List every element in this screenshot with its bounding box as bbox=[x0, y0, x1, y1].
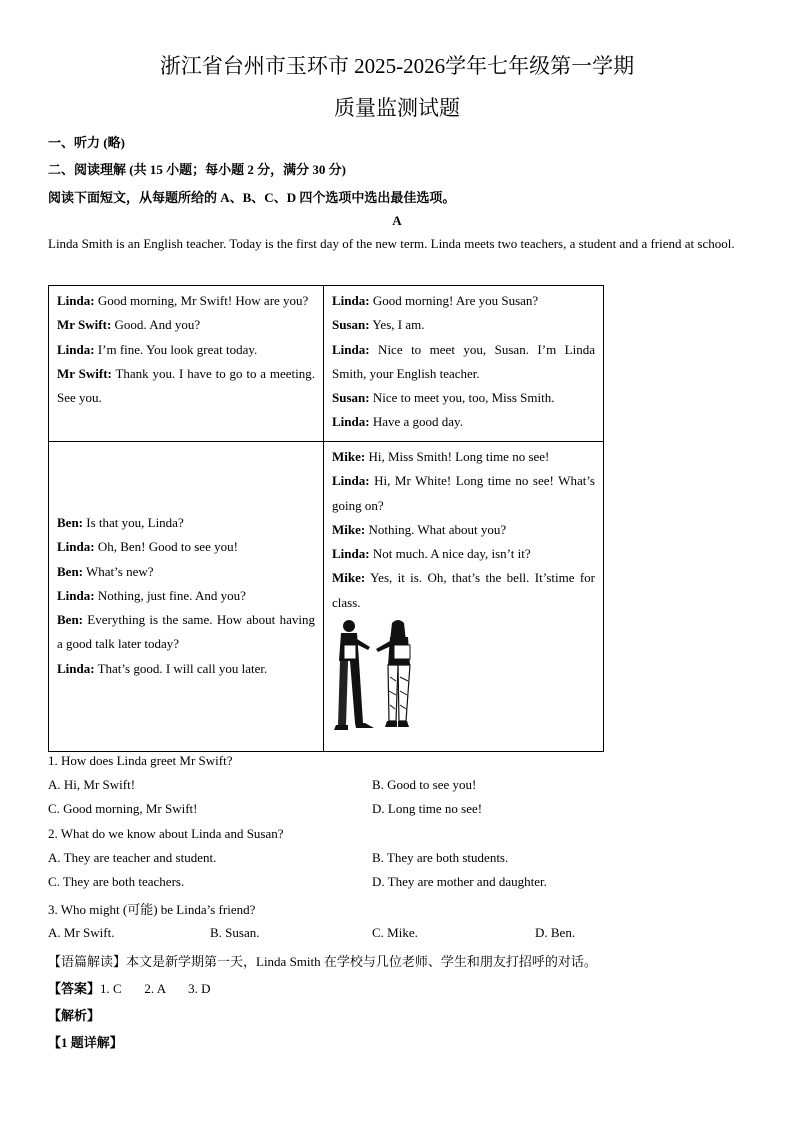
speech-text: Oh, Ben! Good to see you! bbox=[94, 539, 238, 555]
passage-label: A bbox=[392, 213, 402, 228]
speech-text: Nice to meet you, too, Miss Smith. bbox=[369, 390, 555, 406]
question-3-stem: 3. Who might (可能) be Linda’s friend? bbox=[48, 902, 256, 917]
dialogue-line bbox=[57, 289, 315, 313]
section-listening: 一、听力 (略) bbox=[48, 135, 125, 150]
speaker-name: Mike: bbox=[332, 521, 366, 537]
speaker-name: Mr Swift: bbox=[57, 365, 112, 381]
speaker-name: Linda: bbox=[57, 660, 95, 676]
dialogue-line bbox=[332, 289, 595, 313]
speech-text: Is that you, Linda? bbox=[83, 514, 184, 530]
dialogue-line bbox=[57, 362, 315, 411]
speaker-name: Linda: bbox=[57, 539, 95, 555]
dialogue-mike bbox=[332, 445, 595, 615]
question-1-option-b: B. Good to see you! bbox=[372, 777, 477, 792]
question-1-option-a: A. Hi, Mr Swift! bbox=[48, 777, 136, 792]
speech-text: Good. And you? bbox=[111, 317, 201, 333]
dialogue-line bbox=[332, 386, 595, 410]
answer-line bbox=[48, 978, 211, 997]
dialogue-line bbox=[57, 511, 315, 535]
speech-text: Hi, Miss Smith! Long time no see! bbox=[365, 449, 550, 464]
answer-label: 【答案】 bbox=[48, 981, 101, 996]
question-3-option-b: B. Susan. bbox=[210, 925, 260, 940]
dialogue-table bbox=[48, 285, 604, 752]
answer-values: 1. C 2. A 3. D bbox=[100, 981, 211, 996]
speaker-name: Susan: bbox=[332, 317, 370, 333]
dialogue-line bbox=[332, 542, 595, 566]
speech-text: Thank you. I have to go to a meeting. See you. bbox=[57, 365, 315, 406]
question-3-option-c: C. Mike. bbox=[372, 925, 418, 940]
question-1-option-d: D. Long time no see! bbox=[372, 801, 483, 816]
page-subtitle: 质量监测试题 bbox=[334, 96, 460, 120]
speaker-name: Linda: bbox=[332, 341, 370, 357]
speech-text: Have a good day. bbox=[369, 414, 463, 430]
question-2-option-b: B. They are both students. bbox=[372, 850, 509, 865]
question-1-option-c: C. Good morning, Mr Swift! bbox=[48, 801, 198, 816]
section-reading: 二、阅读理解 (共 15 小题；每小题 2 分，满分 30 分) bbox=[48, 162, 346, 177]
dialogue-line bbox=[332, 445, 595, 469]
question-2-stem: 2. What do we know about Linda and Susan? bbox=[48, 826, 284, 841]
speaker-name: Linda: bbox=[332, 293, 370, 308]
detail-label: 【1 题详解】 bbox=[48, 1035, 123, 1050]
speaker-name: Mike: bbox=[332, 570, 366, 586]
dialogue-line bbox=[57, 584, 315, 608]
speaker-name: Mr Swift: bbox=[57, 317, 112, 333]
dialogue-line bbox=[57, 535, 315, 559]
dialogue-line bbox=[57, 657, 315, 681]
dialogue-cell-3 bbox=[49, 442, 324, 752]
dialogue-line bbox=[332, 566, 595, 615]
speech-text: Nice to meet you, Susan. I’m Linda Smith, your English teacher. bbox=[332, 341, 595, 381]
dialogue-susan bbox=[332, 289, 595, 435]
dialogue-mr-swift bbox=[57, 289, 315, 410]
dialogue-line bbox=[57, 560, 315, 584]
page-title: 浙江省台州市玉环市 2025-2026学年七年级第一学期 bbox=[159, 54, 635, 78]
dialogue-cell-1 bbox=[49, 286, 324, 442]
speaker-name: Linda: bbox=[332, 473, 370, 489]
speech-text: Nothing, just fine. And you? bbox=[94, 587, 246, 603]
dialogue-ben bbox=[57, 511, 315, 681]
speech-text: Good morning! Are you Susan? bbox=[369, 293, 539, 308]
dialogue-line bbox=[57, 338, 315, 362]
dialogue-line bbox=[332, 338, 595, 387]
dialogue-line bbox=[57, 313, 315, 337]
dialogue-line bbox=[332, 410, 595, 434]
analysis-label: 【解析】 bbox=[48, 1008, 101, 1023]
speech-text: Yes, I am. bbox=[369, 317, 425, 333]
speech-text: Good morning, Mr Swift! How are you? bbox=[94, 293, 309, 308]
people-talking-illustration bbox=[332, 617, 418, 735]
speech-text: That’s good. I will call you later. bbox=[94, 660, 268, 676]
dialogue-cell-2 bbox=[324, 286, 604, 442]
dialogue-line bbox=[332, 469, 595, 518]
reading-instruction: 阅读下面短文，从每题所给的 A、B、C、D 四个选项中选出最佳选项。 bbox=[48, 190, 456, 205]
dialogue-line bbox=[332, 313, 595, 337]
speech-text: I’m fine. You look great today. bbox=[94, 341, 258, 357]
speech-text: What’s new? bbox=[83, 563, 154, 579]
speaker-name: Linda: bbox=[332, 546, 370, 562]
speaker-name: Linda: bbox=[57, 587, 95, 603]
speaker-name: Susan: bbox=[332, 390, 370, 406]
dialogue-line bbox=[332, 518, 595, 542]
question-3-option-a: A. Mr Swift. bbox=[48, 925, 115, 940]
speech-text: Nothing. What about you? bbox=[365, 521, 507, 537]
speaker-name: Linda: bbox=[57, 341, 95, 357]
question-2-option-d: D. They are mother and daughter. bbox=[372, 874, 547, 889]
speaker-name: Ben: bbox=[57, 563, 83, 579]
speech-text: Everything is the same. How about having a good talk later today? bbox=[57, 612, 315, 652]
speaker-name: Mike: bbox=[332, 449, 366, 464]
question-2-option-c: C. They are both teachers. bbox=[48, 874, 185, 889]
speech-text: Hi, Mr White! Long time no see! What’s going on? bbox=[332, 473, 595, 513]
question-1-stem: 1. How does Linda greet Mr Swift? bbox=[48, 753, 233, 768]
question-2-option-a: A. They are teacher and student. bbox=[48, 850, 217, 865]
passage-intro: Linda Smith is an English teacher. Today is the first day of the new term. Linda meets two teachers, a student and a friend at school. bbox=[48, 236, 735, 251]
speaker-name: Ben: bbox=[57, 612, 83, 628]
speaker-name: Linda: bbox=[57, 293, 95, 308]
passage-summary: 【语篇解读】本文是新学期第一天，Linda Smith 在学校与几位老师、学生和朋友打招呼的对话。 bbox=[48, 954, 597, 969]
speaker-name: Ben: bbox=[57, 514, 83, 530]
speech-text: Yes, it is. Oh, that’s the bell. It’stime for class. bbox=[332, 570, 595, 610]
question-3-option-d: D. Ben. bbox=[535, 925, 576, 940]
speaker-name: Linda: bbox=[332, 414, 370, 430]
dialogue-cell-4 bbox=[324, 442, 604, 752]
dialogue-line bbox=[57, 608, 315, 657]
speech-text: Not much. A nice day, isn’t it? bbox=[369, 546, 531, 562]
